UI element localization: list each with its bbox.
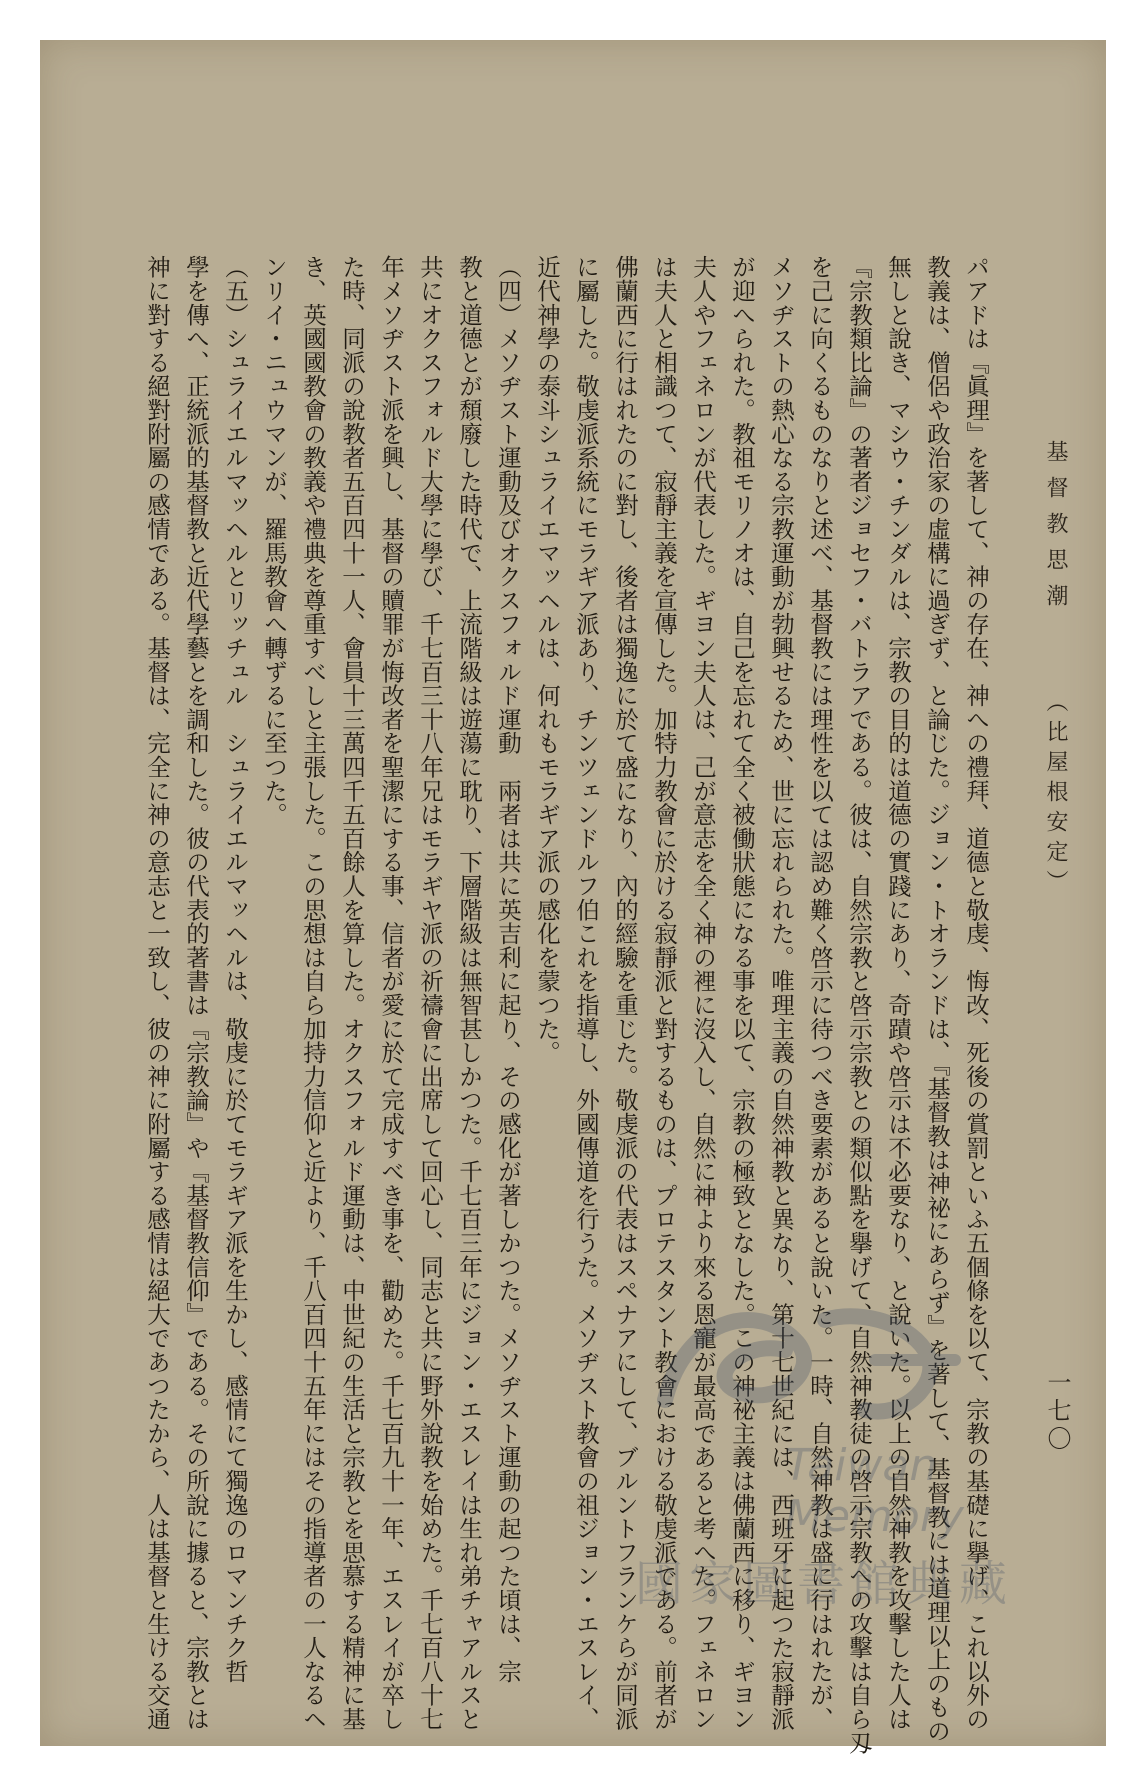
text-line: 佛蘭西に行はれたのに對し、後者は獨逸に於て盛になり、內的經驗を重じた。敬虔派の代表はスペナアにして、ブルントフランケらが同派: [611, 255, 639, 1731]
text-line: 教義は、僧侶や政治家の虛構に過ぎず、と論じた。ジョン・トオランドは、『基督教は神祕にあらず』を著して、基督教には道理以上のもの: [923, 255, 951, 1743]
page-number: 一七〇: [1043, 1370, 1071, 1454]
text-line: ンリイ・ニュウマンが、羅馬教會へ轉ずるに至つた。: [260, 255, 288, 827]
text-line: た時、同派の說教者五百四十一人、會員十三萬四千五百餘人を算した。オクスフォルド運動は、中世紀の生活と宗教とを思慕する精神に基: [338, 255, 366, 1731]
text-line: 年メソヂスト派を興し、基督の贖罪が悔改者を聖潔にする事、信者が愛に於て完成すべき事を、勸めた。千七百九十一年、エスレイが卒し: [377, 255, 405, 1731]
text-line: は夫人と相識つて、寂靜主義を宣傳した。加特力教會に於ける寂靜派と對するものは、プロテスタント教會における敬虔派である。前者が: [650, 255, 678, 1731]
watermark-logo-icon: [625, 1280, 985, 1450]
watermark-text-en: Taiwan Memory: [785, 1440, 964, 1542]
watermark-text-zh: 國家圖書館典藏: [635, 1556, 1014, 1612]
text-line: （四）メソヂスト運動及びオクスフォルド運動 兩者は共に英吉利に起り、その感化が著しかつた。メソヂスト運動の起つた頃は、宗: [494, 255, 522, 1683]
text-line: 『宗教類比論』の著者ジョセフ・バトラアである。彼は、自然宗教と啓示宗教との類似點を擧げて、自然神教徒の啓示宗教への攻擊は自ら刄: [845, 255, 873, 1755]
text-line: を己に向くるものなりと述べ、基督教には理性を以ては認め難く啓示に待つべき要素があると說いた。一時、自然神教は盛に行はれたが、: [806, 255, 834, 1731]
text-line: 夫人やフェネロンが代表した。ギヨン夫人は、己が意志を全く神の裡に沒入し、自然に神より來る恩寵が最高であると考へた。フェネロン: [689, 255, 717, 1731]
text-line: に屬した。敬虔派系統にモラギア派あり、チンツェンドルフ伯これを指導し、外國傳道を行うた。メソヂスト教會の祖ジョン・エスレイ、: [572, 255, 600, 1731]
text-line: 神に對する絕對附屬の感情である。基督は、完全に神の意志と一致し、彼の神に附屬する感情は絕大であつたから、人は基督と生ける交通: [143, 255, 171, 1731]
text-line: が迎へられた。教祖モリノオは、自己を忘れて全く被働狀態になる事を以て、宗教の極致となした。この神祕主義は佛蘭西に移り、ギヨン: [728, 255, 756, 1731]
page-header-author: （比屋根安定）: [1043, 690, 1068, 900]
text-line: き、英國國教會の教義や禮典を尊重すべしと主張した。この思想は自ら加持力信仰と近より、千八百四十五年にはその指導者の一人なるヘ: [299, 255, 327, 1731]
text-line: 無しと說き、マシウ・チンダルは、宗教の目的は道德の實踐にあり、奇蹟や啓示は不必要なり、と說いた。以上の自然神教を攻擊した人は: [884, 255, 912, 1731]
book-page: [40, 40, 1106, 1755]
text-line: メソヂストの熱心なる宗教運動が勃興せるため、世に忘れられた。唯理主義の自然神教と異なり、第十七世紀には、西班牙に起つた寂靜派: [767, 255, 795, 1731]
text-line: 近代神學の泰斗シュライエマッヘルは、何れもモラギア派の感化を蒙つた。: [533, 255, 561, 1065]
text-line: （五）シュライエルマッヘルとリッチュル シュライエルマッヘルは、敬虔に於てモラギア派を生かし、感情にて獨逸のロマンチク哲: [221, 255, 249, 1683]
library-watermark: [625, 1280, 1045, 1700]
text-line: パアドは『眞理』を著して、神の存在、神への禮拜、道德と敬虔、悔改、死後の賞罰といふ五個條を以て、宗教の基礎に擧げ、これ以外の: [962, 255, 990, 1731]
text-line: 學を傳へ、正統派的基督教と近代學藝とを調和した。彼の代表的著書は『宗教論』や『基督教信仰』である。その所說に據ると、宗教とは: [182, 255, 210, 1731]
page-header-title: 基督教思潮: [1043, 440, 1068, 620]
text-line: 共にオクスフォルド大學に學び、千七百三十八年兄はモラギヤ派の祈禱會に出席して回心し、同志と共に野外說教を始めた。千七百八十七: [416, 255, 444, 1731]
text-line: 教と道德とが頹廢した時代で、上流階級は遊蕩に耽り、下層階級は無智甚しかつた。千七百三年にジョン・エスレイは生れ弟チャアルスと: [455, 255, 483, 1731]
